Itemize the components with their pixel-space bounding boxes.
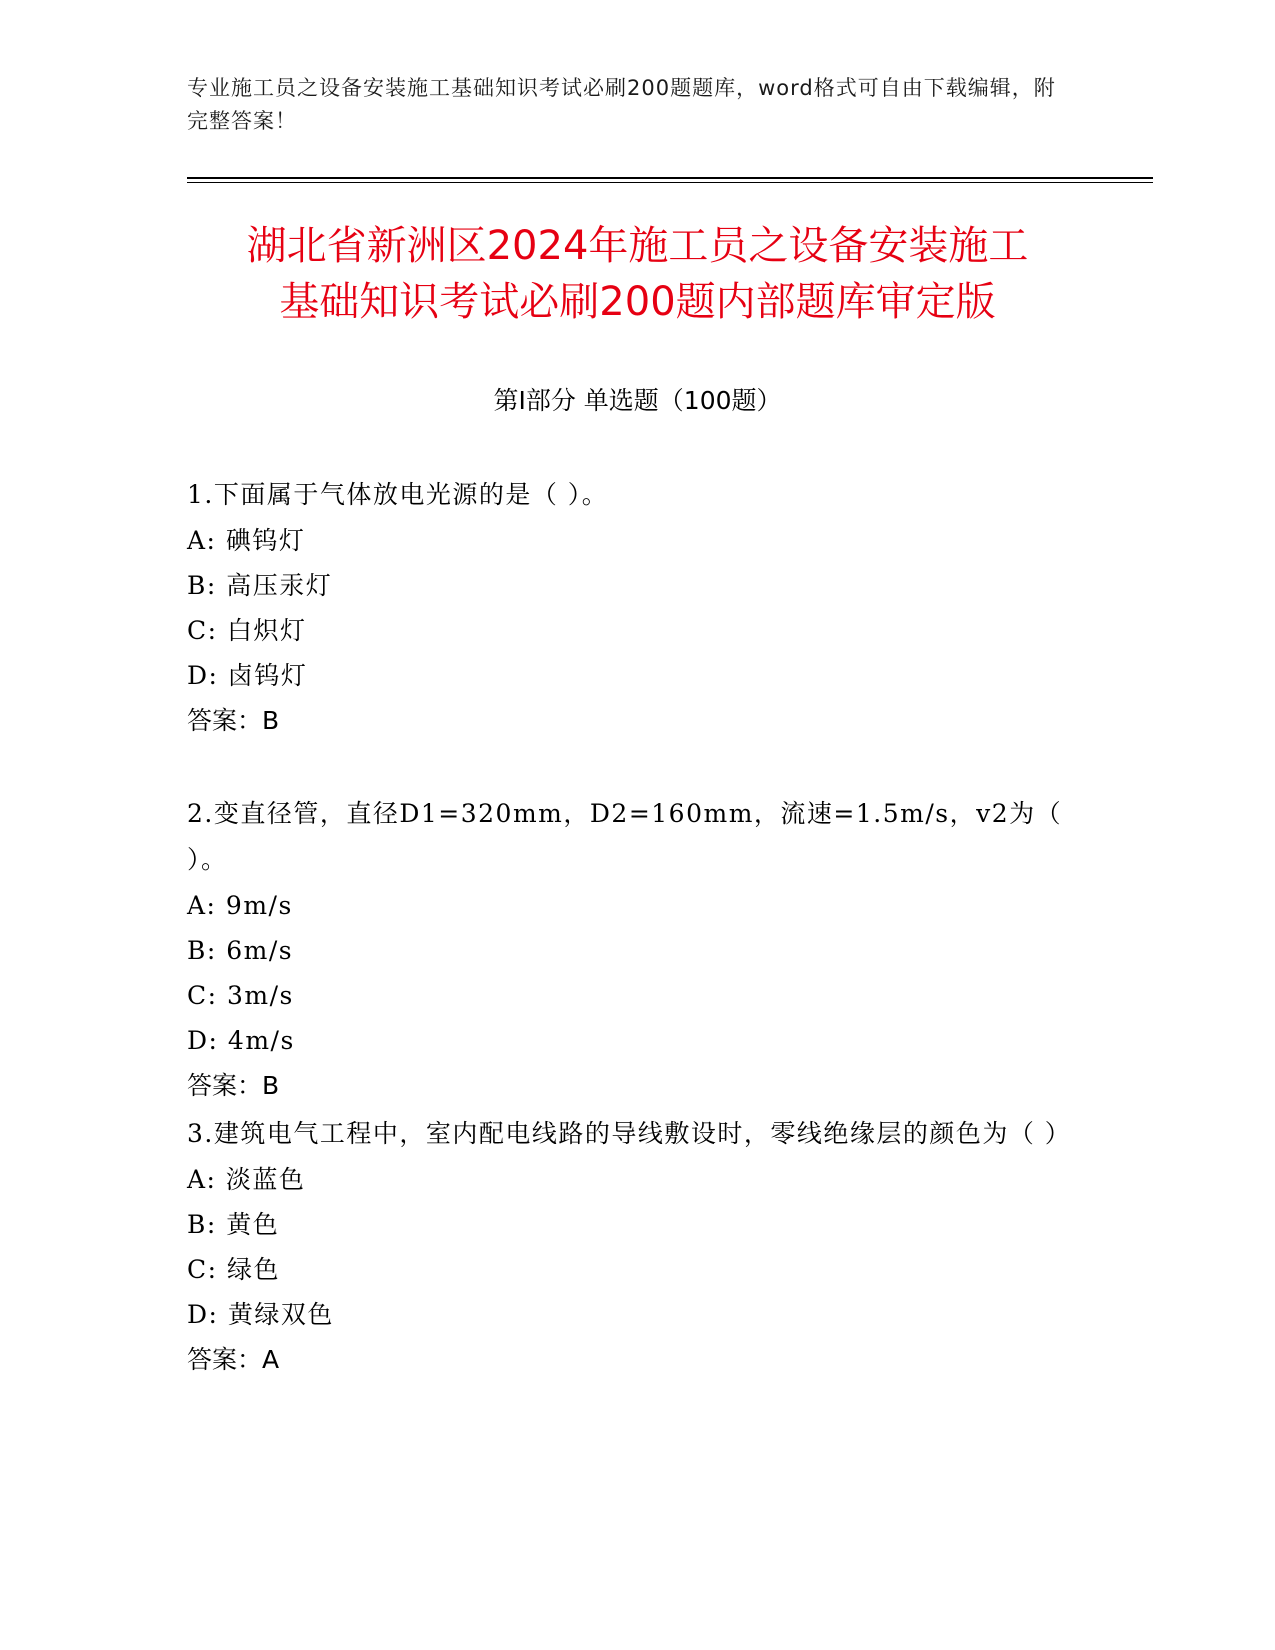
question-stem: 2.变直径管，直径D1=320mm，D2=160mm，流速=1.5m/s，v2为（ ）。	[187, 799, 1063, 874]
option-d: D: 黄绿双色	[187, 1300, 334, 1329]
option-d: D: 4m/s	[187, 1026, 295, 1055]
answer-label: 答案：B	[187, 706, 280, 735]
question-stem: 3.建筑电气工程中，室内配电线路的导线敷设时，零线绝缘层的颜色为（ ）	[187, 1119, 1072, 1148]
option-d: D: 卤钨灯	[187, 661, 308, 690]
option-b: B: 6m/s	[187, 936, 294, 965]
answer-label: 答案：A	[187, 1345, 280, 1374]
question-stem: 1.下面属于气体放电光源的是（ ）。	[187, 480, 609, 509]
question-item	[187, 791, 1067, 1108]
header-divider-thin	[187, 182, 1153, 183]
answer-label: 答案：B	[187, 1071, 280, 1100]
option-c: C: 3m/s	[187, 981, 294, 1010]
option-b: B: 黄色	[187, 1210, 280, 1239]
document-title-line-2: 基础知识考试必刷200题内部题库审定版	[279, 279, 996, 325]
question-item	[187, 472, 1067, 743]
document-title-line-1: 湖北省新洲区2024年施工员之设备安装施工	[246, 223, 1029, 269]
document-title	[150, 218, 1125, 330]
option-c: C: 白炽灯	[187, 616, 307, 645]
option-c: C: 绿色	[187, 1255, 280, 1284]
option-a: A: 9m/s	[187, 891, 293, 920]
header-divider-thick	[187, 177, 1153, 179]
option-a: A: 碘钨灯	[187, 526, 306, 555]
option-b: B: 高压汞灯	[187, 571, 333, 600]
header-note: 专业施工员之设备安装施工基础知识考试必刷200题题库，word格式可自由下载编辑，附完整答案！	[187, 76, 1056, 133]
section-title: 第Ⅰ部分 单选题（100题）	[493, 386, 782, 415]
question-item	[187, 1111, 1072, 1382]
option-a: A: 淡蓝色	[187, 1165, 306, 1194]
